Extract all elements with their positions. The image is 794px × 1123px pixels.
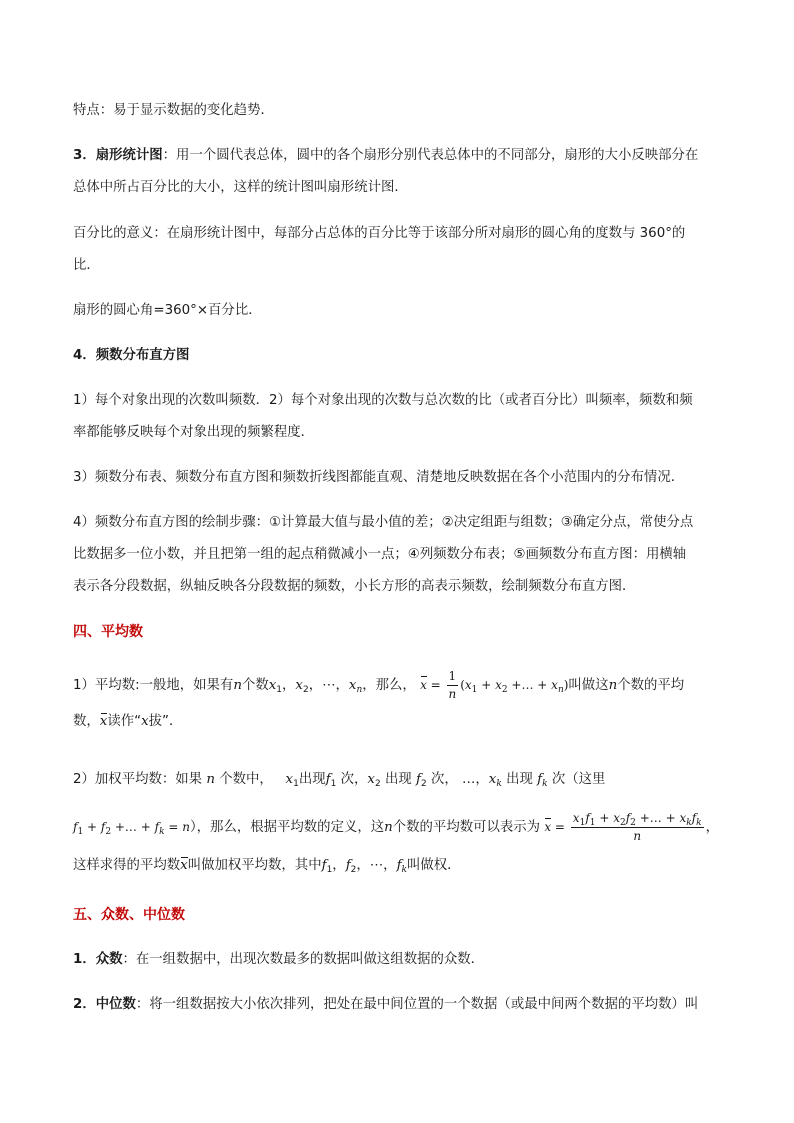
percent-meaning-line1: 百分比的意义：在扇形统计图中，每部分占总体的百分比等于该部分所对扇形的圆心角的度数与 360°的 — [73, 226, 686, 241]
mean-definition-line2: 数，x读作“x拔”． — [73, 712, 182, 732]
frequency-line1: 1）每个对象出现的次数叫频数．2）每个对象出现的次数与总次数的比（或者百分比）叫频率，频数和频 — [73, 393, 693, 408]
weighted-mean-line1: 2）加权平均数：如果 n 个数中， $x_1$出现$f_1$ 次，$x_2$ 出现 $f_2$ 次， …，$x_k$ 出现 $f_k$ 次（这里 — [73, 772, 606, 789]
frequency-table-line: 3）频数分布表、频数分布直方图和频数折线图都能直观、清楚地反映数据在各个小范围内的分布情况． — [73, 470, 685, 485]
central-angle-formula: 扇形的圆心角=360°×百分比． — [73, 303, 262, 318]
histogram-steps-line1: 4）频数分布直方图的绘制步骤：①计算最大值与最小值的差；②决定组距与组数；③确定分点，常使分点 — [73, 515, 694, 530]
pie-chart-term: 扇形统计图 — [95, 148, 163, 163]
histogram-heading: 4．频数分布直方图 — [73, 348, 190, 363]
pie-chart-definition-line2: 总体中所占百分比的大小，这样的统计图叫扇形统计图． — [73, 180, 408, 195]
line-chart-trait: 特点：易于显示数据的变化趋势． — [73, 103, 274, 118]
mode-median-heading: 五、众数、中位数 — [73, 907, 185, 923]
weighted-mean-line3: 这样求得的平均数x叫做加权平均数，其中$f_1$，$f_2$，⋯，$f_k$叫做权． — [73, 858, 461, 875]
median-definition: 2．中位数：将一组数据按大小依次排列，把处在最中间位置的一个数据（或最中间两个数据的平均数）叫 — [73, 997, 699, 1012]
mode-term: 众数 — [95, 952, 123, 967]
section-number: 3． — [73, 148, 96, 163]
median-term: 中位数 — [95, 997, 136, 1012]
mean-heading: 四、平均数 — [73, 624, 143, 640]
histogram-steps-line2: 比数据多一位小数，并且把第一组的起点稍微减小一点；④列频数分布表；⑤画频数分布直方图：用横轴 — [73, 547, 687, 562]
pie-chart-definition-line1 — [73, 146, 698, 166]
weighted-mean-formula: x = $\frac{x_1f_1 + x_2f_2 +\dots + x_kf_k}{n}$ — [544, 811, 702, 843]
pie-chart-text: ：用一个圆代表总体，圆中的各个扇形分别代表总体中的不同部分，扇形的大小反映部分在 — [162, 148, 699, 163]
mean-definition-line1: 1）平均数:一般地，如果有n个数$x_1$，$x_2$，⋯，$x_n$，那么， x = $\frac{1}{n}$ ($x_1 + x_2$ +… + $x_n$)叫做这n个数的平均 — [73, 669, 685, 701]
mode-definition: 1．众数：在一组数据中，出现次数最多的数据叫做这组数据的众数． — [73, 952, 485, 967]
weighted-mean-line2: $f_1 + f_2$ +… + $f_k = n$），那么，根据平均数的定义，这n个数的平均数可以表示为 x = $\frac{x_1f_1 + x_2f_2 +\dots + x_kf_k}{n}$ ， — [73, 811, 720, 843]
percent-meaning-line2: 比． — [73, 258, 100, 273]
mean-formula: x = $\frac{1}{n}$ ($x_1 + x_2$ +… + $x_n$) — [420, 669, 569, 701]
histogram-steps-line3: 表示各分段数据，纵轴反映各分段数据的频数，小长方形的高表示频数，绘制频数分布直方图． — [73, 579, 636, 594]
frequency-line2: 率都能够反映每个对象出现的频繁程度． — [73, 425, 315, 440]
